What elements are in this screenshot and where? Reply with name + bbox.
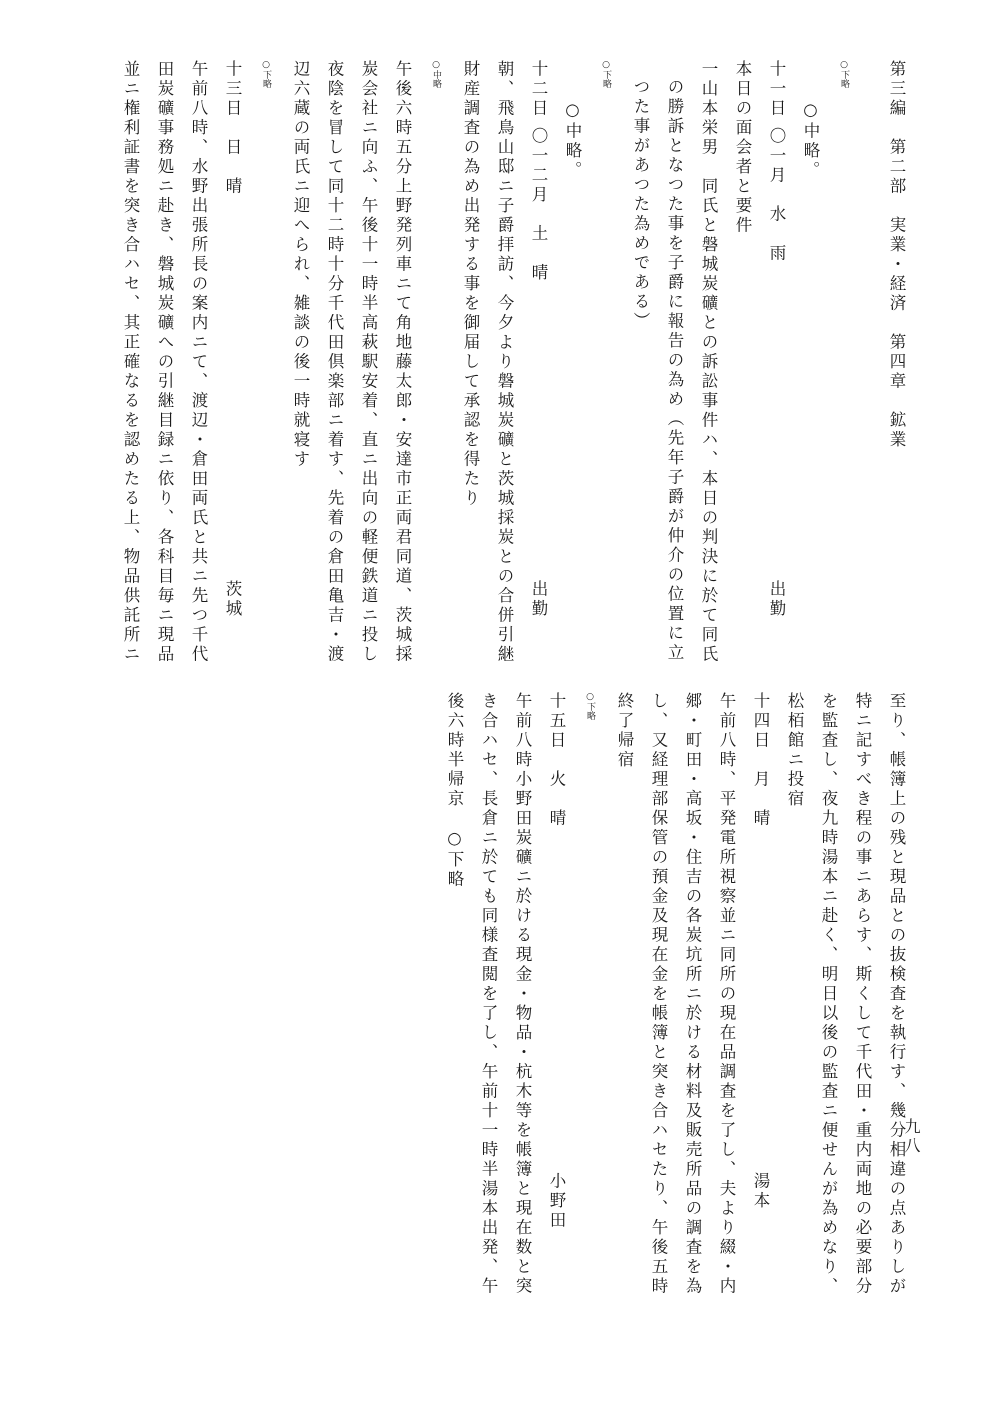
line-text: 至り、帳簿上の残と現品との抜検査を執行す、幾分相違の点ありしが xyxy=(887,692,906,1297)
text-line xyxy=(471,692,505,1362)
location-label: 出勤 xyxy=(767,580,786,619)
line-text: の勝訴となつた事を子爵に報告の為め（先年子爵が仲介の位置に立 xyxy=(665,78,684,663)
text-line xyxy=(709,692,743,1362)
text-line xyxy=(879,692,913,1362)
line-text: 十二日 〇一二月 土 晴 xyxy=(529,60,548,283)
line-text: 十三日 日 晴 xyxy=(223,60,242,197)
line-text: 十五日 火 晴 xyxy=(547,692,566,829)
text-line xyxy=(181,60,215,665)
text-line xyxy=(351,60,385,665)
line-text: 十四日 月 晴 xyxy=(751,692,770,829)
header-gap xyxy=(861,60,879,660)
upper-text-block xyxy=(83,60,913,665)
text-line xyxy=(215,60,249,660)
text-line xyxy=(437,692,471,1362)
line-text: ○下略 xyxy=(839,60,849,88)
line-text: ○下略 xyxy=(585,692,595,720)
text-line xyxy=(759,60,793,660)
line-text: き合ハセ、長倉ニ於ても同様査閲を了し、午前十一時半湯本出発、午 xyxy=(479,692,498,1297)
location-label: 湯本 xyxy=(751,1172,770,1211)
line-text: 本日の面会者と要件 xyxy=(733,60,752,236)
text-line xyxy=(607,692,641,1362)
text-line xyxy=(147,60,181,665)
line-text: 午後六時五分上野発列車ニて角地藤太郎・安達市正両君同道、茨城採 xyxy=(393,60,412,665)
location-label: 茨城 xyxy=(223,580,242,619)
line-text: を監査し、夜九時湯本ニ赴く、明日以後の監査ニ便せんが為めなり、 xyxy=(819,692,838,1297)
omission-marker xyxy=(589,60,623,660)
line-text: 特ニ記すべき程の事ニあらす、斯くして千代田・重内両地の必要部分 xyxy=(853,692,872,1297)
omission-marker xyxy=(827,60,861,660)
line-text: 十一日 〇一月 水 雨 xyxy=(767,60,786,264)
omission-marker xyxy=(419,60,453,660)
line-text: ○下略 xyxy=(601,60,611,88)
line-text: 財産調査の為め出発する事を御届して承認を得たり xyxy=(461,60,480,509)
line-text: ○中略。 xyxy=(801,100,820,181)
line-text: 後六時半帰京 ○下略 xyxy=(445,692,464,890)
location-label: 小野田 xyxy=(547,1172,566,1231)
line-text: 一山本栄男 同氏と磐城炭礦との訴訟事件ハ、本日の判決に於て同氏 xyxy=(699,60,718,665)
text-line xyxy=(521,60,555,660)
line-text: 松栢館ニ投宿 xyxy=(785,692,804,809)
text-line xyxy=(675,692,709,1362)
line-text: 辺六蔵の両氏ニ迎へられ、雑談の後一時就寝す xyxy=(291,60,310,470)
line-text: 炭会社ニ向ふ、午後十一時半高萩駅安着、直ニ出向の軽便鉄道ニ投し xyxy=(359,60,378,665)
text-line xyxy=(487,60,521,665)
line-text: ○中略 xyxy=(431,60,441,88)
text-line xyxy=(317,60,351,665)
page-number: 九八 xyxy=(902,1118,921,1156)
text-line xyxy=(453,60,487,660)
line-text: 夜陰を冒して同十二時十分千代田倶楽部ニ着す、先着の倉田亀吉・渡 xyxy=(325,60,344,665)
line-text: 午前八時、水野出張所長の案内ニて、渡辺・倉田両氏と共ニ先つ千代 xyxy=(189,60,208,665)
text-line xyxy=(793,60,827,660)
text-line xyxy=(641,692,675,1362)
line-text: 田炭礦事務処ニ赴き、磐城炭礦への引継目録ニ依り、各科目毎ニ現品 xyxy=(155,60,174,665)
text-line xyxy=(811,692,845,1362)
line-text: 終了帰宿 xyxy=(615,692,634,770)
omission-marker xyxy=(249,60,283,660)
omission-marker xyxy=(573,692,607,1362)
line-text: 郷・町田・高坂・住吉の各炭坑所ニ於ける材料及販売所品の調査を為 xyxy=(683,692,702,1297)
line-text: ○下略 xyxy=(261,60,271,88)
line-text: し、又経理部保管の預金及現在金を帳簿と突き合ハセたり、午後五時 xyxy=(649,692,668,1297)
text-line xyxy=(845,692,879,1362)
text-line xyxy=(777,692,811,1362)
text-line xyxy=(555,60,589,660)
location-label: 出勤 xyxy=(529,580,548,619)
line-text: 午前八時小野田炭礦ニ於ける現金・物品・杭木等を帳簿と現在数と突 xyxy=(513,692,532,1297)
line-text: ○中略。 xyxy=(563,100,582,181)
text-line xyxy=(283,60,317,660)
text-line xyxy=(743,692,777,1362)
running-header: 第三編 第二部 実業・経済 第四章 鉱業 xyxy=(887,60,906,450)
line-text: 午前八時、平発電所視察並ニ同所の現在品調査を了し、夫より綴・内 xyxy=(717,692,736,1297)
text-line xyxy=(691,60,725,665)
text-line xyxy=(623,60,657,660)
line-text: 朝、飛鳥山邸ニ子爵拝訪、今夕より磐城炭礦と茨城採炭との合併引継 xyxy=(495,60,514,665)
text-line xyxy=(539,692,573,1362)
line-text: 並ニ権利証書を突き合ハセ、其正確なるを認めたる上、物品供託所ニ xyxy=(121,60,140,665)
lower-text-block xyxy=(353,692,913,1362)
line-text: つた事があつた為めである） xyxy=(631,78,650,332)
text-line xyxy=(657,60,691,663)
text-line xyxy=(505,692,539,1362)
text-line xyxy=(725,60,759,660)
text-line xyxy=(385,60,419,665)
text-line xyxy=(113,60,147,665)
